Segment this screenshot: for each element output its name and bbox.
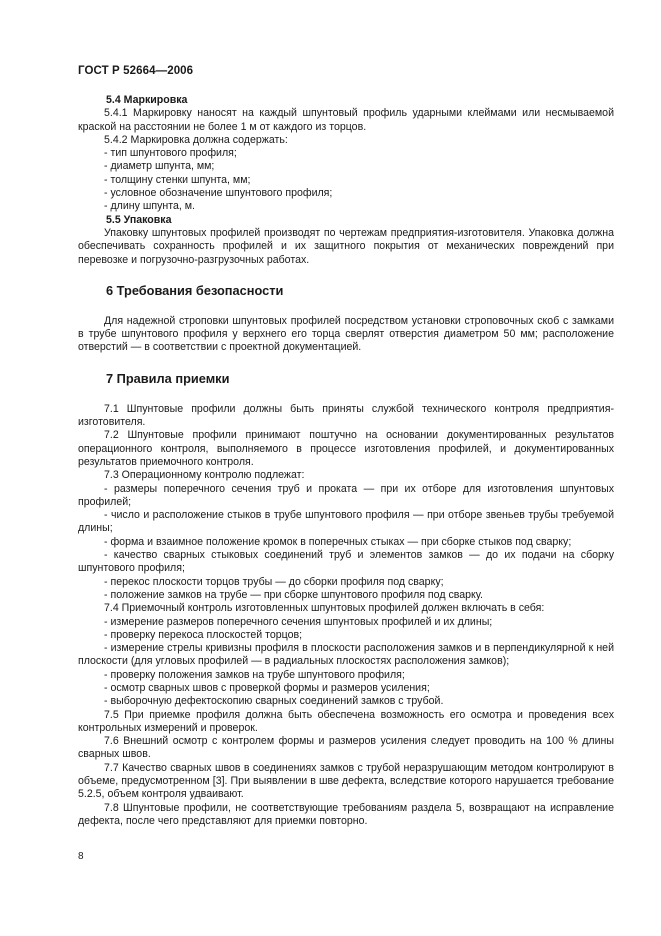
section-title-7: 7 Правила приемки — [106, 370, 230, 386]
paragraph-7-4: 7.4 Приемочный контроль изготовленных шпунтовых профилей должен включать в себя: — [104, 602, 545, 615]
paragraph-7-6: 7.6 Внешний осмотр с контролем формы и размеров усиления следует проводить на 100 % длины сварных швов. — [78, 735, 614, 761]
paragraph-7-7: 7.7 Качество сварных швов в соединениях замков с трубой неразрушающим методом контролируют в объеме, предусмотренном [3]. При выявлении в шве дефекта, вследствие которого нарушается требование 5.2.5, объем контроля удваивают. — [78, 761, 614, 801]
list-item: - размеры поперечного сечения труб и проката — при их отборе для изготовления шпунтовых профилей; — [78, 482, 614, 508]
list-item: - качество сварных стыковых соединений труб и элементов замков — до их подачи на сборку шпунтового профиля; — [78, 549, 614, 575]
list-item: - измерение стрелы кривизны профиля в плоскости расположения замков и в перпендикулярной к ней плоскости (для угловых профилей — в радиальных плоскостях расположения замков); — [78, 642, 614, 668]
paragraph-7-3: 7.3 Операционному контролю подлежат: — [104, 469, 305, 482]
list-item: - измерение размеров поперечного сечения шпунтовых профилей и их длины; — [104, 615, 493, 628]
list-item: - осмотр сварных швов с проверкой формы и размеров усиления; — [104, 681, 430, 694]
document-header: ГОСТ Р 52664—2006 — [78, 65, 194, 77]
paragraph-7-2: 7.2 Шпунтовые профили принимают поштучно на основании документированных результатов операционного контроля, выполняемого в процессе изготовления профилей, и документированных результатов приемочного контроля. — [78, 429, 614, 468]
subsection-title-5-4: 5.4 Маркировка — [106, 94, 188, 106]
list-item: - число и расположение стыков в трубе шпунтового профиля — при отборе звеньев трубы требуемой длины; — [78, 509, 614, 535]
list-item: - проверку положения замков на трубе шпунтового профиля; — [104, 668, 405, 681]
list-item: - форма и взаимное положение кромок в поперечных стыках — при сборке стыков под сварку; — [104, 535, 572, 548]
list-item: - условное обозначение шпунтового профиля; — [104, 187, 333, 200]
paragraph-7-8: 7.8 Шпунтовые профили, не соответствующие требованиям раздела 5, возвращают на исправление дефекта, после чего представляют для приемки повторно. — [78, 801, 614, 827]
subsection-title-5-5: 5.5 Упаковка — [106, 213, 172, 226]
paragraph-7-1: 7.1 Шпунтовые профили должны быть приняты службой технического контроля предприятия-изготовителя. — [78, 402, 614, 429]
list-item: - длину шпунта, м. — [104, 200, 195, 213]
list-item: - толщину стенки шпунта, мм; — [104, 173, 251, 186]
paragraph-5-4-2: 5.4.2 Маркировка должна содержать: — [104, 133, 288, 146]
page-content — [78, 94, 614, 828]
paragraph-5-4-1: 5.4.1 Маркировку наносят на каждый шпунтовый профиль ударными клеймами или несмываемой краской на расстоянии не более 1 м от каждого из торцов. — [78, 107, 614, 133]
list-item: - диаметр шпунта, мм; — [104, 160, 215, 173]
paragraph-7-5: 7.5 При приемке профиля должна быть обеспечена возможность его осмотра и проведения всех контрольных измерений и проверок. — [78, 708, 614, 734]
list-item: - положение замков на трубе — при сборке шпунтового профиля под сварку. — [104, 588, 483, 601]
list-item: - тип шпунтового профиля; — [104, 147, 237, 160]
list-item: - проверку перекоса плоскостей торцов; — [104, 628, 303, 641]
paragraph-5-5: Упаковку шпунтовых профилей производят по чертежам предприятия-изготовителя. Упаковка должна обеспечивать сохранность профилей и их защитного покрытия от механических повреждений при перевозке и погрузочно-разгрузочных работах. — [78, 226, 614, 266]
section-title-6: 6 Требования безопасности — [106, 282, 284, 298]
page-number: 8 — [78, 851, 84, 862]
list-item: - перекос плоскости торцов трубы — до сборки профиля под сварку; — [104, 575, 444, 588]
paragraph-6: Для надежной строповки шпунтовых профилей посредством установки строповочных скоб с замками в трубе шпунтового профиля у верхнего его торца сверлят отверстия диаметром 50 мм; расположение отверстий — в соответствии с проектной документацией. — [78, 314, 614, 354]
list-item: - выборочную дефектоскопию сварных соединений замков с трубой. — [104, 695, 444, 708]
